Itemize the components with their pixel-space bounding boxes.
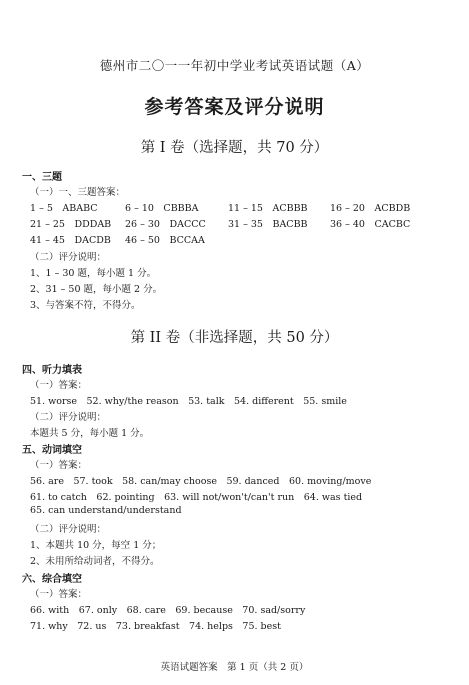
answer-row (30, 200, 450, 214)
section4-answers: 51. worse 52. why/the reason 53. talk 54. different 55. smile (30, 396, 347, 407)
page-title: 参考答案及评分说明 (144, 96, 325, 118)
section4-answers-label: （一）答案： (30, 380, 88, 391)
answer-group: 26 – 30 DACCC (125, 219, 206, 230)
answer-group: 46 – 50 BCCAA (125, 235, 205, 246)
part1-title: 第 I 卷（选择题，共 70 分） (140, 140, 329, 156)
rule-line: 2、31 – 50 题，每小题 2 分。 (30, 284, 163, 295)
section4-rule: 本题共 5 分，每小题 1 分。 (30, 428, 150, 439)
section6-heading: 六、综合填空 (22, 574, 82, 585)
section6-answers-label: （一）答案： (30, 589, 88, 600)
section6-answers-line: 71. why 72. us 73. breakfast 74. helps 75. best (30, 621, 281, 632)
section4-rules-label: （二）评分说明： (30, 412, 107, 423)
section5-answers-line: 56. are 57. took 58. can/may choose 59. danced 60. moving/move (30, 476, 372, 487)
part1-answers-label: （一）一、三题答案： (30, 187, 126, 198)
answer-group: 31 – 35 BACBB (228, 219, 308, 230)
rule-line: 1、本题共 10 分，每空 1 分； (30, 540, 162, 551)
section5-answers-line: 61. to catch 62. pointing 63. will not/won't/can't run 64. was tied (30, 492, 363, 503)
answer-group: 41 – 45 DACDB (30, 235, 111, 246)
section4-heading: 四、听力填表 (22, 365, 82, 376)
answer-group: 36 – 40 CACBC (330, 219, 411, 230)
page-footer: 英语试题答案 第 1 页（共 2 页） (160, 662, 309, 673)
answer-row (30, 216, 450, 230)
rule-line: 1、1 – 30 题，每小题 1 分。 (30, 268, 157, 279)
section6-answers-line: 66. with 67. only 68. care 69. because 70. sad/sorry (30, 605, 306, 616)
exam-header: 德州市二〇一一年初中学业考试英语试题（A） (99, 58, 370, 73)
rule-line: 2、未用所给动词者，不得分。 (30, 556, 160, 567)
answer-group: 1 – 5 ABABC (30, 203, 98, 214)
answer-row (30, 232, 450, 246)
answer-group: 6 – 10 CBBBA (125, 203, 199, 214)
part1-rules-label: （二）评分说明： (30, 252, 107, 263)
part2-title: 第 II 卷（非选择题，共 50 分） (130, 330, 339, 346)
answer-group: 11 – 15 ACBBB (228, 203, 308, 214)
answer-group: 16 – 20 ACBDB (330, 203, 411, 214)
section5-rules-label: （二）评分说明： (30, 524, 107, 535)
rule-line: 3、与答案不符，不得分。 (30, 300, 141, 311)
section5-answers-label: （一）答案： (30, 460, 88, 471)
answer-group: 21 – 25 DDDAB (30, 219, 112, 230)
part1-heading: 一、三题 (22, 172, 62, 183)
section5-answers-line: 65. can understand/understand (30, 505, 182, 516)
section5-heading: 五、动词填空 (22, 445, 82, 456)
